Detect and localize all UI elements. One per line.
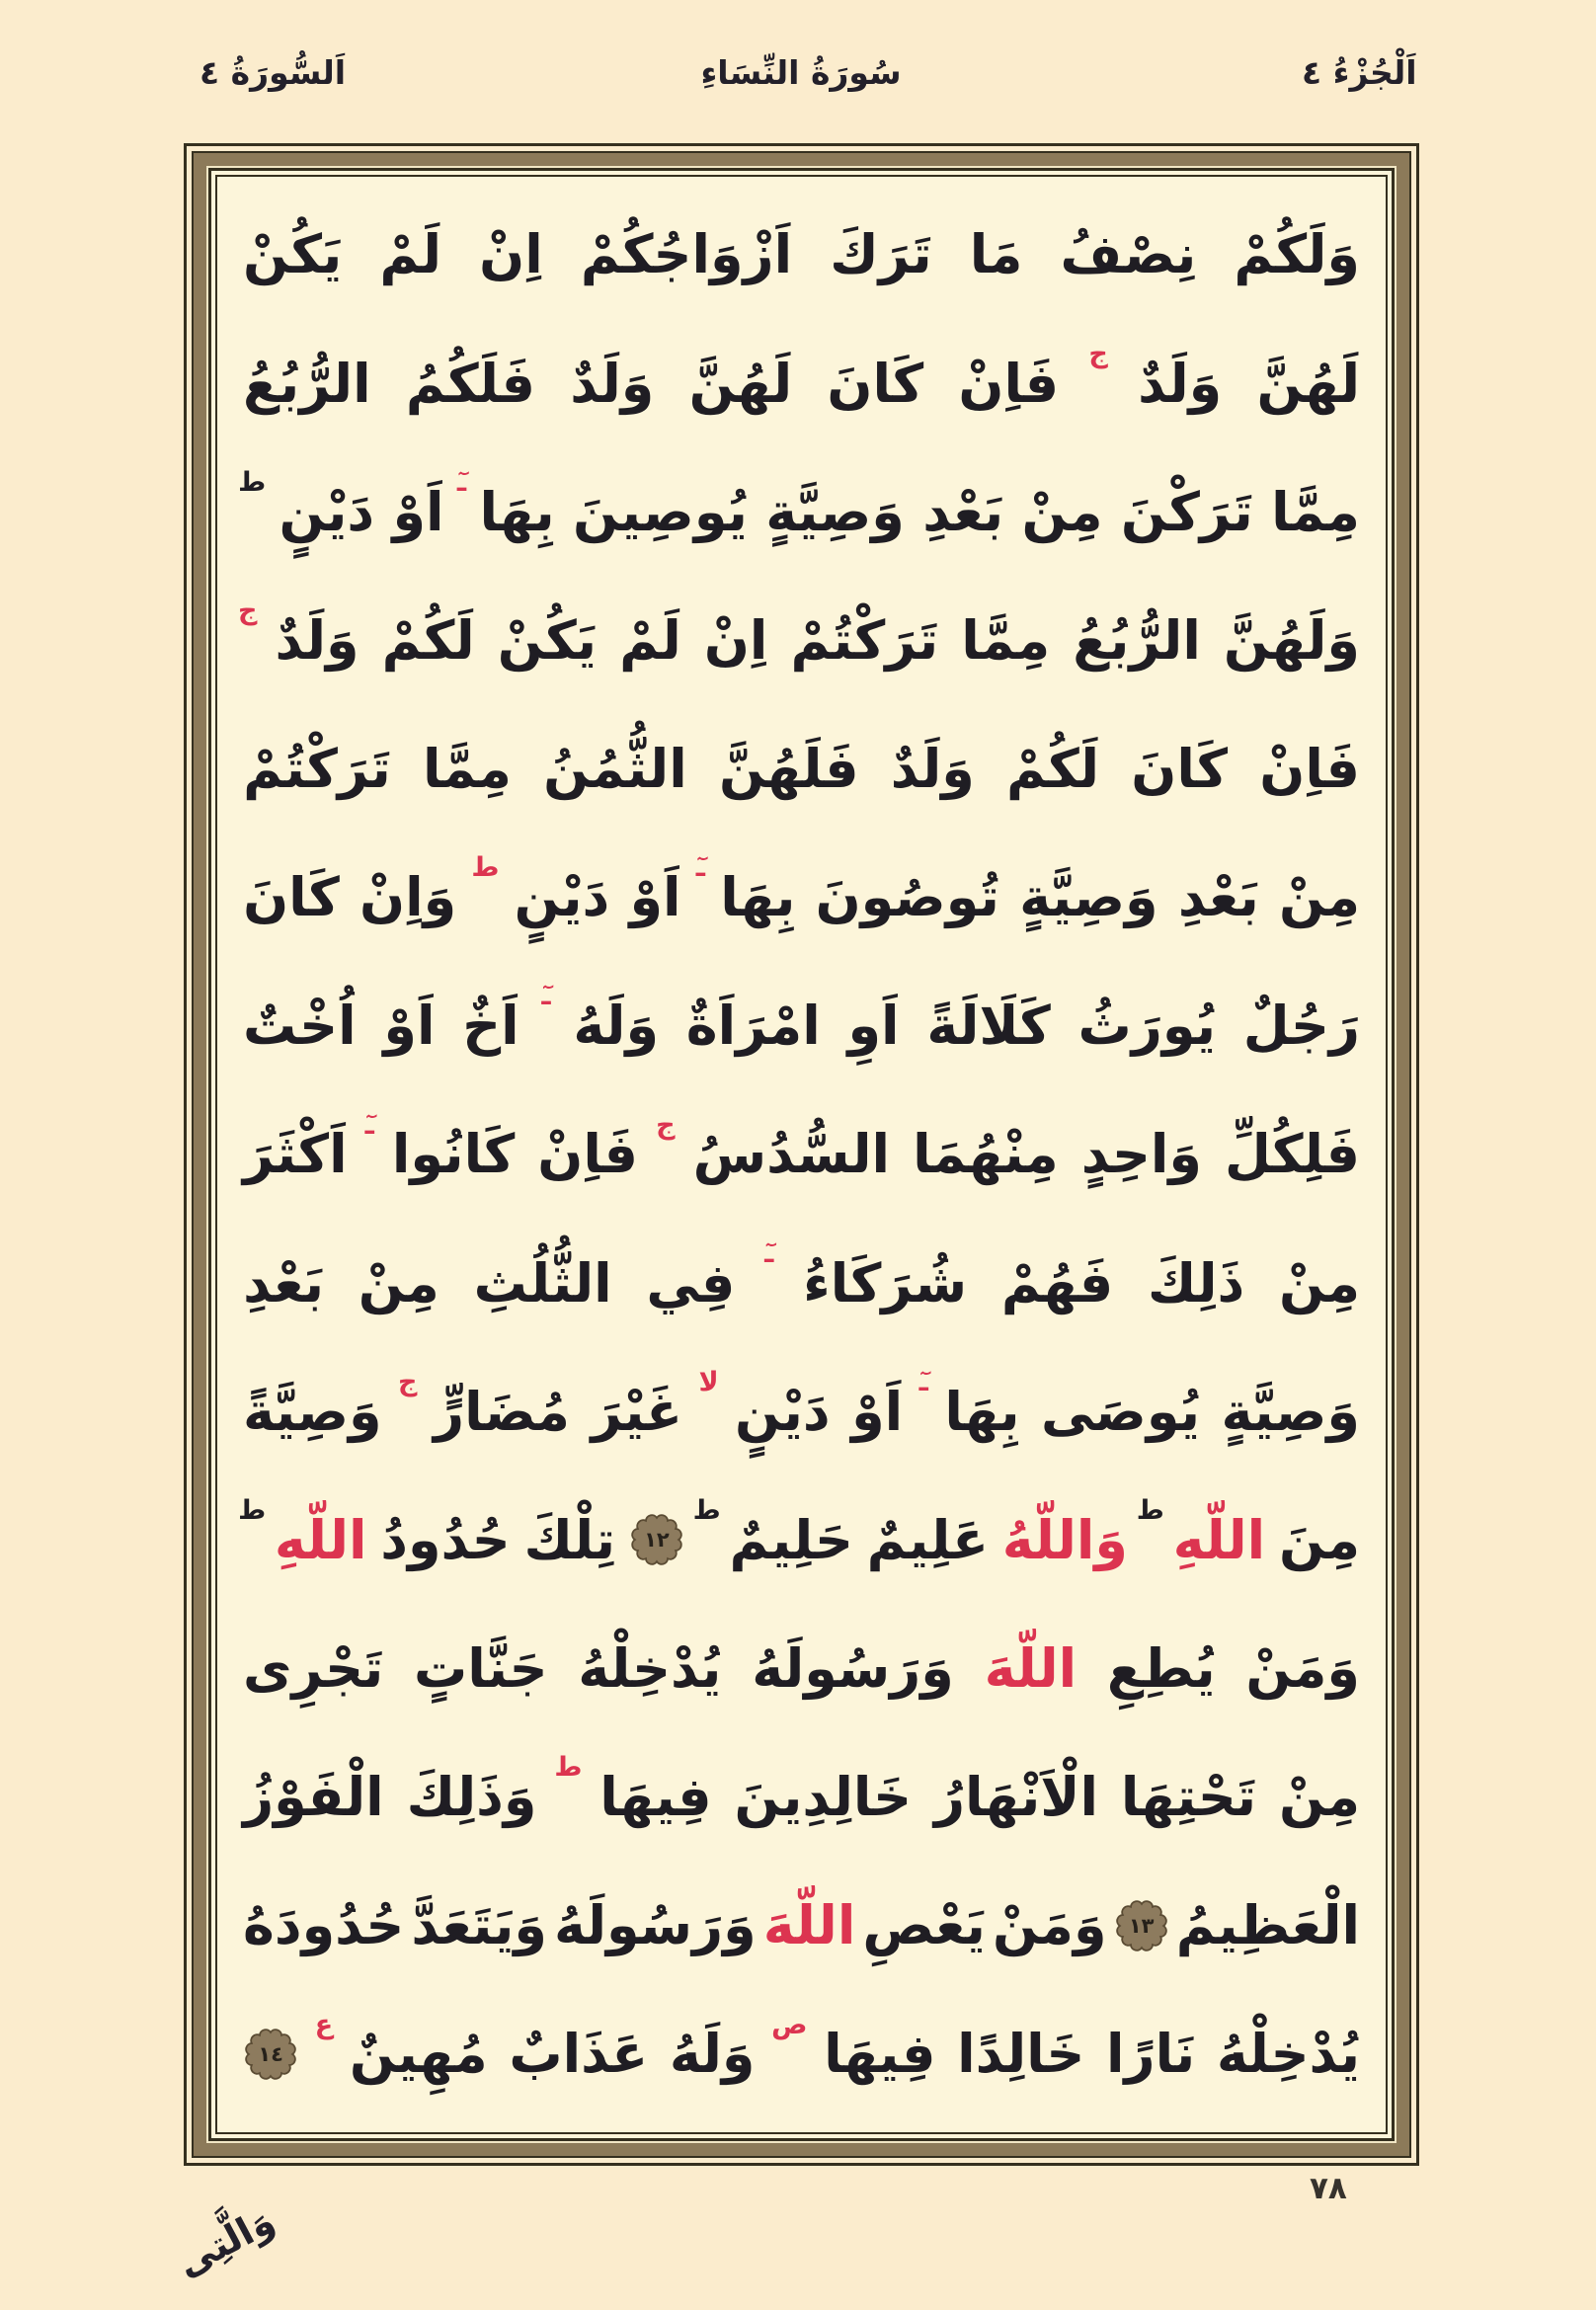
frame-inner-line <box>208 168 1395 2141</box>
word: وَلَكُمْ <box>1234 223 1360 286</box>
mushaf-line <box>243 1733 1360 1862</box>
word: وَصِيَّةٍ <box>1019 866 1158 929</box>
word: تَرَكْتُمْ <box>790 608 939 672</box>
word: عَلِيمٌ <box>866 1508 989 1571</box>
word: كَانَ <box>243 866 340 929</box>
word: وَصِيَّةً <box>243 1380 382 1443</box>
word: وَرَسُولَهُ <box>752 1636 954 1700</box>
mushaf-line <box>243 962 1360 1090</box>
page-number: ٧٨ <box>1310 2171 1347 2206</box>
verse-marker <box>629 1512 684 1567</box>
mushaf-line <box>238 447 1360 576</box>
word: امْرَاَةٌ <box>685 995 821 1058</box>
word: لَمْ <box>619 608 681 672</box>
mushaf-line <box>238 576 1360 704</box>
word: الْفَوْزُ <box>243 1766 384 1829</box>
word: اُخْتٌ <box>243 995 357 1058</box>
stop-mark-icon: ـٓ <box>695 852 705 884</box>
word: اَوْ <box>629 866 681 929</box>
word: تَجْرِى <box>243 1636 384 1700</box>
word: تَحْتِهَا <box>1120 1766 1257 1829</box>
word: تُوصُونَ <box>815 866 999 929</box>
mushaf-text <box>217 177 1386 2132</box>
mushaf-line <box>243 834 1360 962</box>
stop-mark-icon: ـٓ <box>456 466 467 498</box>
word: يُدْخِلْهُ <box>1216 2023 1360 2086</box>
word: وَلَدٌ <box>275 608 359 672</box>
stop-mark-icon: ج <box>398 1366 418 1397</box>
stop-mark-icon: ص <box>771 2009 808 2040</box>
word: اِنْ <box>703 608 768 672</box>
mushaf-line <box>243 705 1360 834</box>
word: تَرَكْنَ <box>1120 480 1253 543</box>
word: الثُّلُثِ <box>473 1251 612 1314</box>
word: اَوْ <box>851 1380 904 1443</box>
word: مِمَّا <box>422 737 512 800</box>
word: كَانَ <box>827 352 924 415</box>
word: مِنَ <box>1278 1508 1360 1571</box>
word: وَصِيَّةٍ <box>1221 1380 1360 1443</box>
frame-outer-line <box>184 143 1419 2166</box>
frame-second-line <box>192 151 1411 2158</box>
word: مِنْ <box>1278 866 1360 929</box>
word: وَاحِدٍ <box>1080 1123 1202 1186</box>
word: يُورَثُ <box>1077 995 1217 1058</box>
mushaf-line <box>243 1605 1360 1733</box>
catchword: وَالَّتِى <box>169 2197 282 2286</box>
frame-innermost-line <box>215 175 1388 2134</box>
word: الرُّبُعُ <box>243 352 371 415</box>
word: فَلَهُنَّ <box>718 737 859 800</box>
word: حُدُودَهُ <box>243 1894 405 1957</box>
word: فِي <box>646 1251 736 1314</box>
word: مُضَارٍّ <box>433 1380 570 1443</box>
word: فِيهَا <box>599 1766 712 1829</box>
stop-mark-icon: ع <box>314 2009 334 2040</box>
word: يَكُنْ <box>497 608 598 672</box>
word: اَوْ <box>383 995 436 1058</box>
word: مِنْ <box>1278 1766 1360 1829</box>
word-allah: اللّهِ <box>274 1508 367 1571</box>
word: لَكُمْ <box>381 608 475 672</box>
word: الْاَنْهَارُ <box>933 1766 1098 1829</box>
stop-mark-icon: ج <box>656 1109 676 1141</box>
verse-number: ١٢ <box>644 1528 670 1553</box>
word: دَيْنٍ <box>735 1380 831 1443</box>
word: وَاِنْ <box>359 866 457 929</box>
frame-light-line <box>206 166 1396 2143</box>
word: الرُّبُعُ <box>1073 608 1201 672</box>
word: ذَلِكَ <box>1147 1251 1245 1314</box>
word: وَلَهُنَّ <box>1223 608 1360 672</box>
word-allah: اللّهِ <box>1172 1508 1266 1571</box>
stop-mark-icon: ج <box>238 595 258 626</box>
stop-mark-icon: ط <box>238 1494 267 1526</box>
word: الثُّمُنُ <box>543 737 687 800</box>
word: مِنْ <box>1021 480 1103 543</box>
word: مِنْهُمَا <box>913 1123 1059 1186</box>
stop-mark-icon: ط <box>1136 1494 1164 1526</box>
surah-number-label: اَلسُّورَةُ ٤ <box>200 53 347 92</box>
word: اَكْثَرَ <box>243 1123 348 1186</box>
word: بِهَا <box>479 480 555 543</box>
word: يُوصَى <box>1041 1380 1200 1443</box>
word: لَهُنَّ <box>1256 352 1360 415</box>
word: وَذَلِكَ <box>406 1766 537 1829</box>
mushaf-line <box>243 1862 1360 1990</box>
word: الْعَظِيمُ <box>1175 1894 1360 1957</box>
word: عَذَابٌ <box>509 2023 649 2086</box>
word: اَزْوَاجُكُمْ <box>580 223 793 286</box>
stop-mark-icon: ط <box>238 466 267 498</box>
word: اِنْ <box>479 223 543 286</box>
verse-number: ١٣ <box>1128 1913 1155 1938</box>
word: كَلَالَةً <box>926 995 1051 1058</box>
word: بَعْدِ <box>922 480 1004 543</box>
word: مِنْ <box>1278 1251 1360 1314</box>
word: تَرَكَ <box>830 223 932 286</box>
word: يَكُنْ <box>243 223 343 286</box>
word: نِصْفُ <box>1060 223 1197 286</box>
word: فَهُمْ <box>1000 1251 1114 1314</box>
word: خَالِدِينَ <box>734 1766 913 1829</box>
word: لَمْ <box>379 223 442 286</box>
word: وَصِيَّةٍ <box>765 480 905 543</box>
word: كَانُوا <box>391 1123 516 1186</box>
mushaf-line <box>243 319 1360 447</box>
stop-mark-icon: ط <box>554 1752 583 1784</box>
stop-mark-icon: لا <box>698 1366 719 1397</box>
word: وَلَدٌ <box>890 737 975 800</box>
word: بَعْدِ <box>243 1251 325 1314</box>
word-allah: اللّهَ <box>984 1636 1077 1700</box>
word: لَهُنَّ <box>688 352 793 415</box>
mushaf-line <box>243 1090 1360 1219</box>
word: مِنْ <box>358 1251 439 1314</box>
word: وَيَتَعَدَّ <box>411 1894 547 1957</box>
word: فَاِنْ <box>958 352 1060 415</box>
word: وَرَسُولَهُ <box>554 1894 757 1957</box>
word: بِهَا <box>944 1380 1020 1443</box>
word: وَمَنْ <box>992 1894 1107 1957</box>
word: مَا <box>969 223 1023 286</box>
word: وَمَنْ <box>1245 1636 1360 1700</box>
word: خَالِدًا <box>957 2023 1085 2086</box>
word: دَيْنٍ <box>514 866 610 929</box>
word: جَنَّاتٍ <box>414 1636 548 1700</box>
word: يُوصِينَ <box>573 480 748 543</box>
word: مِمَّا <box>961 608 1051 672</box>
word: حُدُودُ <box>380 1508 511 1571</box>
word: وَلَدٌ <box>570 352 655 415</box>
frame-brown-band <box>194 153 1409 2156</box>
stop-mark-icon: ـٓ <box>364 1109 374 1141</box>
word: فَلَكُمُ <box>405 352 535 415</box>
word: يَعْصِ <box>862 1894 986 1957</box>
word: يُطِعِ <box>1106 1636 1216 1700</box>
word: اَخٌ <box>462 995 519 1058</box>
stop-mark-icon: ط <box>471 852 500 884</box>
juz-label: اَلْجُزْءُ ٤ <box>1302 53 1417 92</box>
stop-mark-icon: ج <box>1088 338 1108 369</box>
verse-marker <box>1114 1898 1169 1953</box>
mushaf-line <box>243 1219 1360 1347</box>
word: وَلَهُ <box>669 2023 756 2086</box>
stop-mark-icon: ـٓ <box>541 981 551 1012</box>
word: غَيْرَ <box>591 1380 682 1443</box>
word: حَلِيمٌ <box>729 1508 853 1571</box>
word: السُّدُسُ <box>692 1123 891 1186</box>
word: شُرَكَاءُ <box>803 1251 968 1314</box>
word: وَلَهُ <box>573 995 660 1058</box>
word: يُدْخِلْهُ <box>578 1636 722 1700</box>
mushaf-line <box>243 191 1360 319</box>
word: فَاِنْ <box>537 1123 639 1186</box>
word: لَكُمْ <box>1006 737 1100 800</box>
stop-mark-icon: ط <box>692 1494 721 1526</box>
mushaf-line <box>243 1347 1360 1475</box>
mushaf-line <box>238 1475 1360 1604</box>
word: دَيْنٍ <box>279 480 375 543</box>
word-allah: اللّهَ <box>762 1894 856 1957</box>
word: تِلْكَ <box>523 1508 616 1571</box>
word: وَلَدٌ <box>1138 352 1223 415</box>
word: فِيهَا <box>824 2023 936 2086</box>
word: اَوْ <box>392 480 444 543</box>
word: مِمَّا <box>1271 480 1360 543</box>
word: اَوِ <box>847 995 900 1058</box>
word: كَانَ <box>1131 737 1229 800</box>
word: بَعْدِ <box>1177 866 1259 929</box>
word: مُهِينٌ <box>349 2023 488 2086</box>
word: نَارًا <box>1105 2023 1196 2086</box>
word: تَرَكْتُمْ <box>243 737 391 800</box>
word: فَاِنْ <box>1259 737 1360 800</box>
ornamental-frame <box>184 143 1419 2166</box>
surah-title: سُورَةُ النِّسَاءِ <box>700 53 902 92</box>
word: فَلِكُلِّ <box>1224 1123 1360 1186</box>
word: رَجُلٌ <box>1242 995 1360 1058</box>
mushaf-line <box>243 1990 1360 2118</box>
verse-number: ١٤ <box>258 2042 283 2067</box>
word: بِهَا <box>720 866 796 929</box>
stop-mark-icon: ـٓ <box>764 1237 774 1269</box>
stop-mark-icon: ـٓ <box>918 1366 928 1397</box>
verse-marker <box>243 2027 298 2082</box>
word-allah: وَاللّهُ <box>1001 1508 1128 1571</box>
